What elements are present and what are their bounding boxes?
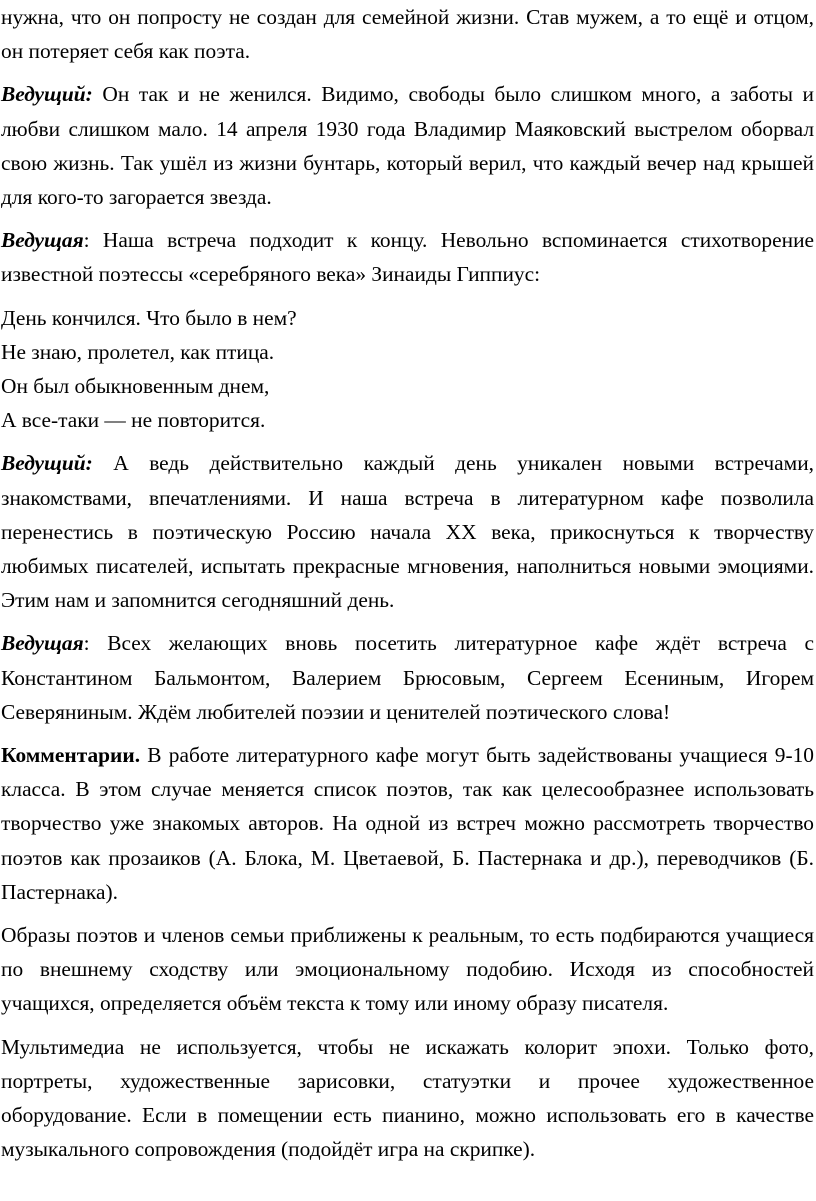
paragraph-host-female-1: [1, 223, 814, 291]
paragraph-text: Наша встреча подходит к концу. Невольно вспоминается стихотворение известной поэтессы «серебряного века» Зинаиды Гиппиус:: [1, 228, 815, 287]
poem-block: [1, 301, 814, 438]
poem-line: День кончился. Что было в нем?: [1, 305, 297, 330]
comments-heading: Комментарии.: [1, 743, 141, 768]
paragraph-host-female-2: [1, 626, 814, 729]
speaker-separator: :: [83, 228, 103, 253]
poem-line: Не знаю, пролетел, как птица.: [1, 339, 275, 364]
speaker-label: Ведущий:: [1, 451, 93, 476]
paragraph-text: Он так и не женился. Видимо, свободы было слишком много, а заботы и любви слишком мало. 14 апреля 1930 года Владимир Маяковский выстрелом оборвал свою жизнь. Так ушёл из жизни бунтарь, который верил, что каждый вечер над крышей для кого-то загорается звезда.: [1, 82, 814, 210]
paragraph-text: А ведь действительно каждый день уникален новыми встречами, знакомствами, впечатлениями. И наша встреча в литературном кафе позволила перенестись в поэтическую Россию начала XX века, прикоснуться к творчеству любимых писателей, испытать прекрасные мгновения, наполниться новыми эмоциями. Этим нам и запомнится сегодняшний день.: [1, 451, 814, 613]
paragraph-comments: [1, 738, 814, 909]
paragraph-casting: [1, 918, 814, 1021]
paragraph-text: Мультимедиа не используется, чтобы не искажать колорит эпохи. Только фото, портреты, художественные зарисовки, статуэтки и прочее художественное оборудование. Если в помещении есть пианино, можно использовать его в качестве музыкального сопровождения (подойдёт игра на скрипке).: [1, 1034, 814, 1162]
speaker-separator: [93, 82, 103, 106]
paragraph-host-male-2: [1, 446, 814, 617]
speaker-separator: :: [83, 631, 108, 656]
speaker-label: Ведущая: [1, 228, 84, 253]
paragraph-intro: [1, 0, 814, 68]
paragraph-multimedia: [1, 1030, 814, 1167]
paragraph-host-male-1: [1, 77, 814, 214]
poem-line: А все-таки — не повторится.: [1, 408, 266, 433]
speaker-label: Ведущая: [1, 631, 84, 656]
poem-line: Он был обыкновенным днем,: [1, 374, 270, 399]
paragraph-text: В работе литературного кафе могут быть задействованы учащиеся 9-10 класса. В этом случае меняется список поэтов, так как целесообразнее использовать творчество уже знакомых авторов. На одной из встреч можно рассмотреть творчество поэтов как прозаиков (А. Блока, М. Цветаевой, Б. Пастернака и др.), переводчиков (Б. Пастернака).: [1, 743, 814, 904]
speaker-label: Ведущий:: [1, 82, 93, 107]
paragraph-text: Всех желающих вновь посетить литературное кафе ждёт встреча с Константином Бальмонтом, Валерием Брюсовым, Сергеем Есениным, Игорем Северяниным. Ждём любителей поэзии и ценителей поэтического слова!: [1, 631, 814, 724]
paragraph-text: нужна, что он попросту не создан для семейной жизни. Став мужем, а то ещё и отцом, он потеряет себя как поэта.: [1, 5, 814, 64]
speaker-separator: [93, 451, 113, 475]
paragraph-text: Образы поэтов и членов семьи приближены к реальным, то есть подбираются учащиеся по внешнему сходству или эмоциональному подобию. Исходя из способностей учащихся, определяется объём текста к тому или иному образу писателя.: [1, 923, 814, 1016]
